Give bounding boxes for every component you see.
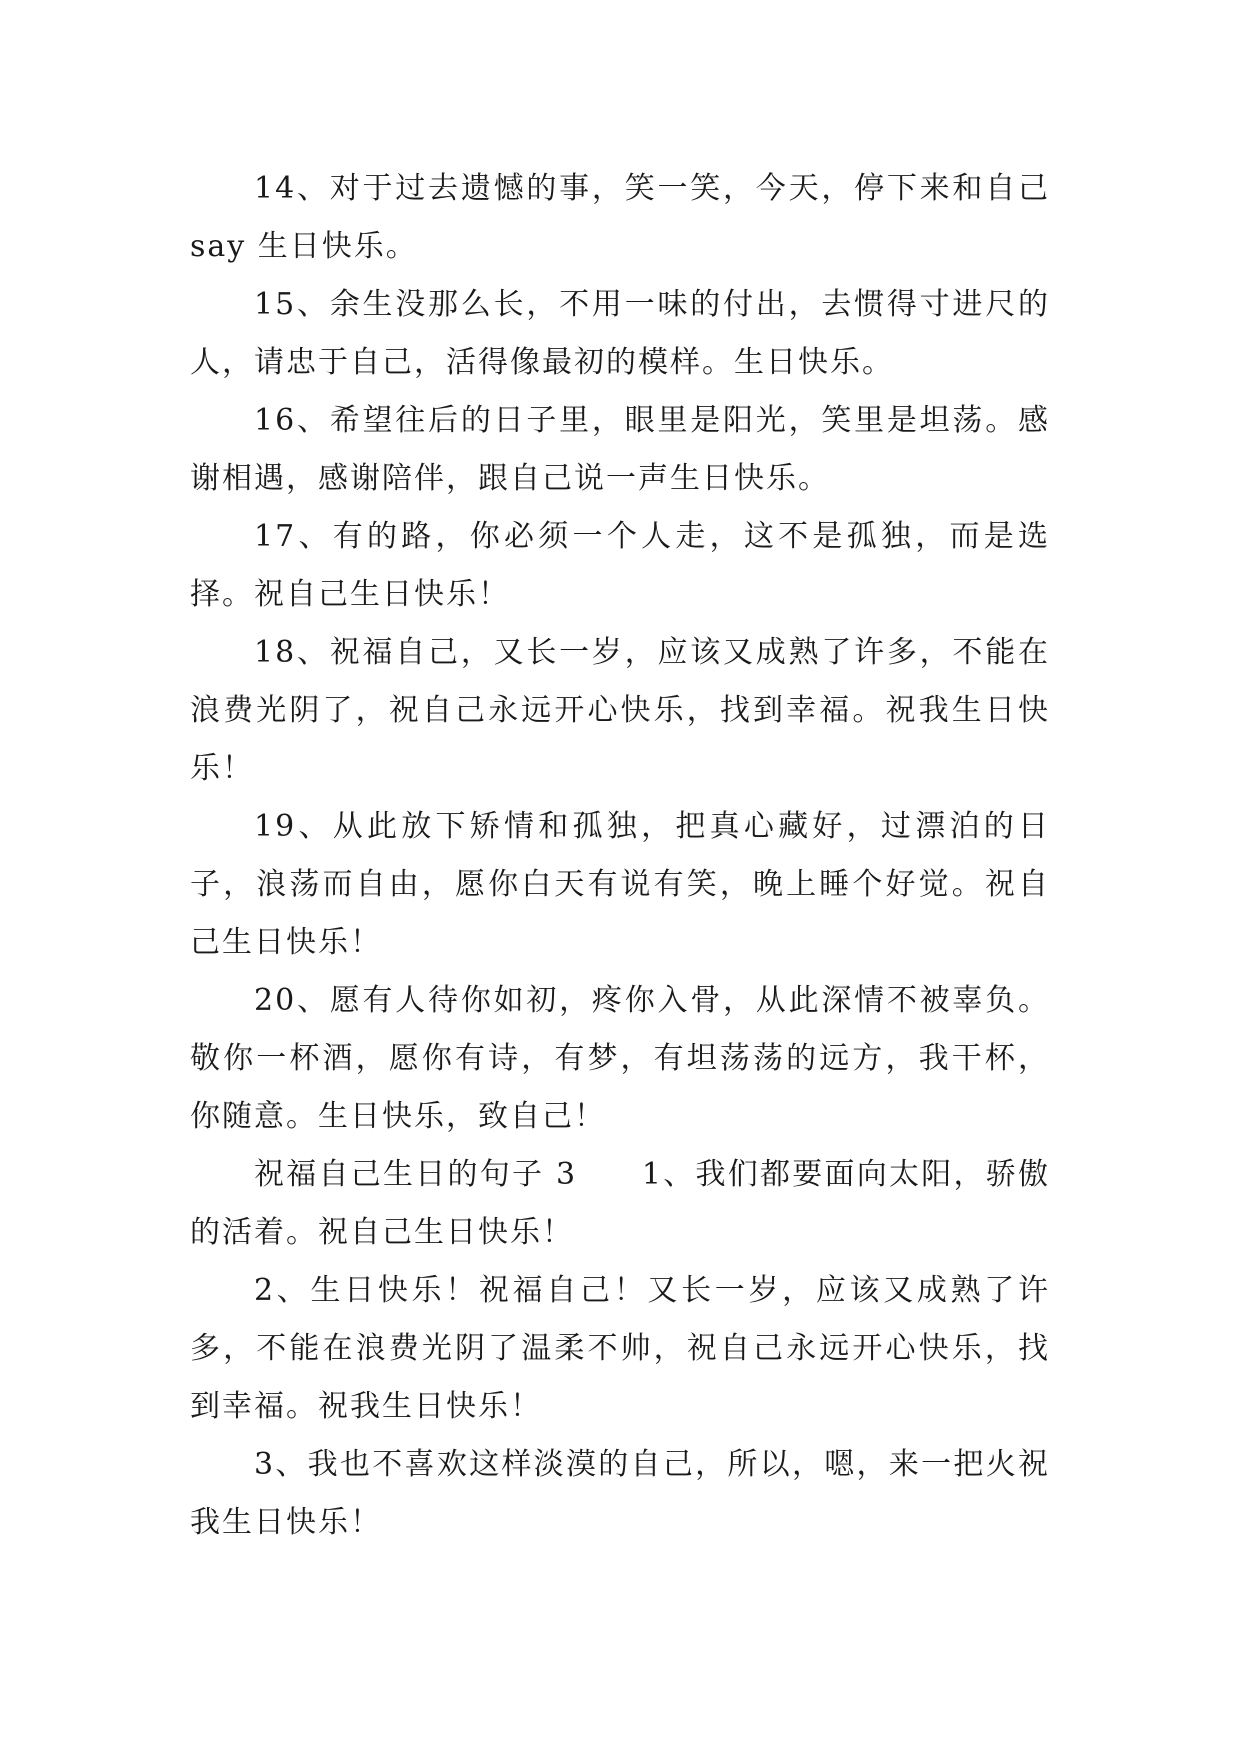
paragraph-2: 2、生日快乐！祝福自己！又长一岁，应该又成熟了许多，不能在浪费光阴了温柔不帅，祝自己永远开心快乐，找到幸福。祝我生日快乐！	[190, 1273, 1050, 1424]
paragraph-18: 18、祝福自己，又长一岁，应该又成熟了许多，不能在浪费光阴了，祝自己永远开心快乐，找到幸福。祝我生日快乐！	[190, 635, 1050, 786]
paragraph-16: 16、希望往后的日子里，眼里是阳光，笑里是坦荡。感谢相遇，感谢陪伴，跟自己说一声生日快乐。	[190, 403, 1050, 496]
paragraph-14: 14、对于过去遗憾的事，笑一笑，今天，停下来和自己 say 生日快乐。	[190, 171, 1050, 264]
paragraph-15: 15、余生没那么长，不用一味的付出，去惯得寸进尺的人，请忠于自己，活得像最初的模样。生日快乐。	[190, 287, 1050, 380]
paragraph-19: 19、从此放下矫情和孤独，把真心藏好，过漂泊的日子，浪荡而自由，愿你白天有说有笑，晚上睡个好觉。祝自己生日快乐！	[190, 809, 1050, 960]
section-heading-paragraph: 祝福自己生日的句子 3 1、我们都要面向太阳，骄傲的活着。祝自己生日快乐！	[190, 1157, 1050, 1250]
paragraph-17: 17、有的路，你必须一个人走，这不是孤独，而是选择。祝自己生日快乐！	[190, 519, 1050, 612]
paragraph-3: 3、我也不喜欢这样淡漠的自己，所以，嗯，来一把火祝我生日快乐！	[190, 1447, 1050, 1540]
paragraph-20: 20、愿有人待你如初，疼你入骨，从此深情不被辜负。敬你一杯酒，愿你有诗，有梦，有坦荡荡的远方，我干杯，你随意。生日快乐，致自己！	[190, 983, 1050, 1134]
document-body	[190, 160, 1050, 1552]
